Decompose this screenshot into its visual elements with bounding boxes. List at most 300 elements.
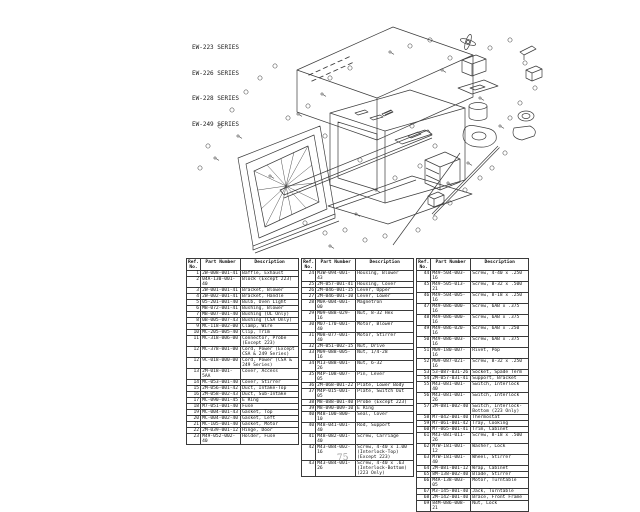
capacitor-disc-part bbox=[518, 111, 534, 121]
part-number-cell: M3W-094-001-43 bbox=[316, 270, 356, 281]
door-assembly-part bbox=[238, 126, 339, 253]
description-cell: Support, Bracket bbox=[471, 375, 529, 381]
part-number-cell: 2M-081-002-40 bbox=[431, 403, 471, 414]
part-number-cell: 2M-081-001-12 bbox=[431, 465, 471, 471]
description-cell: Housing, Cover bbox=[356, 281, 414, 287]
part-number-cell: M09-088-029-16 bbox=[316, 310, 356, 321]
table-row bbox=[302, 411, 414, 422]
table-row bbox=[302, 422, 414, 433]
part-number-cell: M49-086-000-16 bbox=[431, 303, 471, 314]
part-number-cell: 2M-056-001-42 bbox=[201, 385, 241, 391]
description-cell: Screw, 8-18 x .250 bbox=[471, 292, 529, 303]
part-number-cell: M49-086-003-16 bbox=[431, 336, 471, 347]
ref-no-cell: 40 bbox=[302, 411, 316, 422]
bracket-part bbox=[520, 46, 536, 60]
table-row bbox=[187, 335, 299, 346]
ref-no-cell: 45 bbox=[417, 281, 431, 292]
ref-no-cell: 23 bbox=[187, 433, 201, 444]
ref-no-cell: 5 bbox=[187, 299, 201, 305]
series-label: EW-226 SERIES bbox=[192, 69, 239, 77]
table-row bbox=[417, 303, 529, 314]
table-row bbox=[417, 392, 529, 403]
thermostat-part bbox=[526, 66, 542, 81]
ref-no-cell: 27 bbox=[302, 293, 316, 299]
table-row bbox=[417, 375, 529, 381]
ref-no-cell: 7 bbox=[187, 311, 201, 317]
description-cell: Nut, Drive bbox=[356, 343, 414, 349]
ref-no-cell: 14 bbox=[187, 379, 201, 385]
ref-no-cell: 35 bbox=[302, 371, 316, 382]
table-row bbox=[302, 299, 414, 310]
part-number-cell: MC-090-001-45 bbox=[201, 397, 241, 403]
support-rod-part bbox=[393, 146, 500, 245]
table-row bbox=[417, 336, 529, 347]
part-number-cell: 2M-051-002-15 bbox=[316, 343, 356, 349]
table-row bbox=[187, 299, 299, 305]
table-row bbox=[302, 399, 414, 405]
description-cell: Gasket, Motor bbox=[241, 421, 299, 427]
series-label-list bbox=[192, 27, 239, 138]
description-cell: Screw, Carriage bbox=[356, 433, 414, 444]
part-number-cell: MC-004-001-43 bbox=[201, 409, 241, 415]
ref-no-cell: 41 bbox=[302, 433, 316, 444]
part-number-cell: M48-041-001-40 bbox=[316, 422, 356, 433]
description-cell: Bracket, Handle bbox=[241, 293, 299, 299]
table-row bbox=[187, 346, 299, 357]
ref-no-cell: 12 bbox=[187, 357, 201, 368]
part-number-cell: 2M-057-031-41 bbox=[431, 375, 471, 381]
table-row bbox=[302, 444, 414, 460]
ref-no-cell: 6 bbox=[187, 305, 201, 311]
ref-no-cell: 34 bbox=[302, 360, 316, 371]
description-cell: E Ring bbox=[241, 397, 299, 403]
description-cell: Nut, 6-32 bbox=[356, 360, 414, 371]
table-row bbox=[417, 454, 529, 465]
description-cell: Motor, Blower bbox=[356, 321, 414, 332]
part-number-cell: 04A-130-001-40 bbox=[201, 276, 241, 287]
ref-no-cell: 19 bbox=[187, 409, 201, 415]
ref-no-cell: 61 bbox=[417, 432, 431, 443]
ref-no-cell: 2 bbox=[187, 276, 201, 287]
description-cell: Screw, 8-32 x .500 bbox=[471, 281, 529, 292]
part-number-cell: MC-205-005-40 bbox=[201, 329, 241, 335]
part-number-cell: M49-086-020-16 bbox=[431, 325, 471, 336]
table-row bbox=[417, 325, 529, 336]
description-cell: Screw, 6AB x .375 bbox=[471, 314, 529, 325]
ref-no-cell: 57 bbox=[417, 403, 431, 414]
part-number-cell: MB-007-001-40 bbox=[201, 311, 241, 317]
description-cell: Switch, Interlock bbox=[471, 392, 529, 403]
ref-no-cell: 43 bbox=[302, 460, 316, 476]
table-row bbox=[187, 391, 299, 397]
part-number-cell: M8-088-001-40 bbox=[316, 399, 356, 405]
ref-no-cell: 32 bbox=[302, 343, 316, 349]
table-row bbox=[302, 360, 414, 371]
part-number-cell: M13-088-001-26 bbox=[316, 360, 356, 371]
ref-no-cell: 18 bbox=[187, 403, 201, 409]
part-number-cell: M0A-004-001-00 bbox=[316, 299, 356, 310]
description-cell: Wheel, Stirrer bbox=[471, 454, 529, 465]
description-cell: Duct, Sub-Intake bbox=[241, 391, 299, 397]
description-cell: Screw, 8-18 x .500 bbox=[471, 432, 529, 443]
description-cell: Rod, Support bbox=[356, 422, 414, 433]
table-row bbox=[187, 305, 299, 311]
table-row bbox=[302, 460, 414, 476]
part-number-cell: 2M-068-001-22 bbox=[316, 382, 356, 388]
part-number-cell: MC-318-006-00 bbox=[201, 335, 241, 346]
table-row bbox=[417, 369, 529, 375]
description-cell: Clip, Trim bbox=[241, 329, 299, 335]
ref-no-cell: 68 bbox=[417, 494, 431, 500]
ref-no-cell: 8 bbox=[187, 317, 201, 323]
description-cell: Bulb, Oven Light bbox=[241, 299, 299, 305]
ref-no-cell: 53 bbox=[417, 369, 431, 375]
column-header: Part Number bbox=[316, 259, 356, 271]
part-number-cell: 84M-086-008-21 bbox=[431, 500, 471, 511]
series-label: EW-249 SERIES bbox=[192, 120, 239, 128]
part-number-cell: 8M-138-002-40 bbox=[431, 471, 471, 477]
description-cell: Plate, Switch Out bbox=[356, 388, 414, 399]
fan-blade-part bbox=[460, 34, 477, 51]
ref-no-cell: 37 bbox=[302, 388, 316, 399]
part-number-cell: M3-145-801-40 bbox=[431, 488, 471, 494]
column-header: Description bbox=[241, 259, 299, 271]
table-row bbox=[302, 332, 414, 343]
part-number-cell: M49-505-013-21 bbox=[431, 281, 471, 292]
ref-no-cell: 69 bbox=[417, 500, 431, 511]
table-row bbox=[302, 321, 414, 332]
ref-no-cell: 42 bbox=[302, 444, 316, 460]
door-screen-sunburst bbox=[254, 146, 319, 227]
table-row bbox=[417, 488, 529, 494]
ref-no-cell: 3 bbox=[187, 287, 201, 293]
description-cell: Brace, Front Frame bbox=[471, 494, 529, 500]
part-number-cell: M7W-181-001-40 bbox=[431, 454, 471, 465]
description-cell: Magnetron bbox=[356, 299, 414, 310]
ref-no-cell: 31 bbox=[302, 332, 316, 343]
part-number-cell: M4A-138-003-05 bbox=[431, 477, 471, 488]
table-row bbox=[187, 385, 299, 391]
part-number-cell: MC-378-001-00 bbox=[201, 346, 241, 357]
ref-no-cell: 59 bbox=[417, 420, 431, 426]
parts-tables bbox=[186, 258, 531, 512]
ref-no-cell: 49 bbox=[417, 325, 431, 336]
ref-no-cell: 47 bbox=[417, 303, 431, 314]
table-row bbox=[417, 500, 529, 511]
ref-no-cell: 64 bbox=[417, 465, 431, 471]
description-cell: Wrap, Cabinet bbox=[471, 465, 529, 471]
part-number-cell: 0B-005-007-43 bbox=[201, 317, 241, 323]
ref-no-cell: 16 bbox=[187, 391, 201, 397]
part-number-cell: 2W-001-001-41 bbox=[201, 287, 241, 293]
description-cell: Plate, Lower Body bbox=[356, 382, 414, 388]
column-header: Description bbox=[471, 259, 529, 271]
column-header: Description bbox=[356, 259, 414, 271]
description-cell: Housing, Blower bbox=[356, 270, 414, 281]
description-cell: Screw, 6AB x .375 bbox=[471, 303, 529, 314]
ref-no-cell: 33 bbox=[302, 349, 316, 360]
table-row bbox=[417, 347, 529, 358]
ref-no-cell: 40 bbox=[302, 422, 316, 433]
description-cell: Gasket, Top bbox=[241, 409, 299, 415]
ref-no-cell: 39 bbox=[302, 405, 316, 411]
part-number-cell: M7-042-001-40 bbox=[431, 414, 471, 420]
part-number-cell: 2W-008-001-41 bbox=[201, 270, 241, 276]
motor-cup-part bbox=[469, 103, 487, 121]
description-cell: Cover, Access bbox=[241, 368, 299, 379]
ref-no-cell: 51 bbox=[417, 347, 431, 358]
description-cell: Trim, Cabinet bbox=[471, 426, 529, 432]
ref-no-cell: 22 bbox=[187, 427, 201, 433]
part-number-cell: 2M-018-001-5AA bbox=[201, 368, 241, 379]
table-row bbox=[417, 292, 529, 303]
description-cell: Cover, Stirrer bbox=[241, 379, 299, 385]
table-row bbox=[187, 317, 299, 323]
description-cell: Nut, Lock bbox=[471, 500, 529, 511]
table-row bbox=[417, 358, 529, 369]
ref-no-cell: 58 bbox=[417, 414, 431, 420]
table-row bbox=[302, 371, 414, 382]
part-number-cell: 2M-046-001-10 bbox=[316, 293, 356, 299]
column-header: Ref. No. bbox=[188, 259, 200, 270]
description-cell: E Ring bbox=[356, 405, 414, 411]
ref-no-cell: 62 bbox=[417, 443, 431, 454]
ref-no-cell: 10 bbox=[187, 329, 201, 335]
part-number-cell: 53-087-031-26 bbox=[431, 369, 471, 375]
description-cell: Duct, Intake-Top bbox=[241, 385, 299, 391]
description-cell: Block (Except 223) bbox=[241, 276, 299, 287]
part-number-cell: MC-105-001-40 bbox=[201, 421, 241, 427]
ref-no-cell: 29 bbox=[302, 310, 316, 321]
part-number-cell: M43-081-001-40 bbox=[431, 381, 471, 392]
table-row bbox=[187, 270, 299, 276]
part-number-cell: M7W-181-001-12 bbox=[431, 443, 471, 454]
table-row bbox=[187, 368, 299, 379]
description-cell: Holder, Fuse bbox=[241, 433, 299, 444]
ref-no-cell: 48 bbox=[417, 314, 431, 325]
description-cell: Washer, Lock bbox=[471, 443, 529, 454]
page-number: 75 bbox=[336, 452, 349, 464]
description-cell: Bracket, Blower bbox=[241, 287, 299, 293]
part-number-cell: MC-053-001-40 bbox=[201, 379, 241, 385]
part-number-cell: M08-077-001-40 bbox=[316, 332, 356, 343]
column-header: Ref. No. bbox=[303, 259, 315, 270]
part-number-cell: MB-072-001-41 bbox=[201, 305, 241, 311]
description-cell: Switch, Interlock bbox=[471, 381, 529, 392]
part-number-cell: 2W-002-001-41 bbox=[201, 293, 241, 299]
ref-no-cell: 44 bbox=[417, 270, 431, 281]
description-cell: Cord, Power (CSA & 249 Series) bbox=[241, 357, 299, 368]
description-cell: Lever, Lower bbox=[356, 293, 414, 299]
ref-no-cell: 17 bbox=[187, 397, 201, 403]
part-number-cell: 2M-039-001-12 bbox=[201, 427, 241, 433]
part-number-cell: M8-090-009-10 bbox=[316, 405, 356, 411]
series-label: EW-223 SERIES bbox=[192, 44, 239, 51]
ref-no-cell: 28 bbox=[302, 299, 316, 310]
ref-no-cell: 50 bbox=[417, 336, 431, 347]
description-cell: Motor, Turntable bbox=[471, 477, 529, 488]
description-cell: Socket, Spade Term bbox=[471, 369, 529, 375]
part-number-cell: M09-088-005-16 bbox=[316, 349, 356, 360]
transformer-part bbox=[425, 152, 460, 190]
series-label: EW-228 SERIES bbox=[192, 95, 239, 102]
description-cell: Thermostat bbox=[471, 414, 529, 420]
description-cell: Screw, 6AB x .375 bbox=[471, 336, 529, 347]
screw-glyphs bbox=[214, 51, 504, 249]
part-number-cell: M49-504-003-16 bbox=[431, 270, 471, 281]
ref-no-cell: 52 bbox=[417, 358, 431, 369]
description-cell: Seal, Cover bbox=[356, 411, 414, 422]
table-row bbox=[187, 357, 299, 368]
description-cell: Blade, Stirrer bbox=[471, 471, 529, 477]
part-number-cell: M7-061-001-42 bbox=[431, 420, 471, 426]
ref-no-cell: 30 bbox=[302, 321, 316, 332]
description-cell: Clamp, Wire bbox=[241, 323, 299, 329]
table-row bbox=[187, 311, 299, 317]
nameplate bbox=[382, 110, 393, 116]
table-row bbox=[302, 388, 414, 399]
blower-scroll-part bbox=[463, 126, 496, 148]
vent-slots bbox=[308, 56, 353, 81]
ref-no-cell: 9 bbox=[187, 323, 201, 329]
table-row bbox=[187, 287, 299, 293]
ref-no-cell: 1 bbox=[187, 270, 201, 276]
description-cell: Screw, 4-40 x .250 bbox=[471, 270, 529, 281]
base-plate-part bbox=[328, 176, 472, 224]
mount-bracket-part bbox=[513, 126, 535, 140]
part-number-cell: M4P-015-001-05 bbox=[316, 388, 356, 399]
description-cell: Gasket, Left bbox=[241, 415, 299, 421]
description-cell: Cord, Power (Except CSA & 249 Series) bbox=[241, 346, 299, 357]
description-cell: Bushing (CSA Only) bbox=[241, 317, 299, 323]
description-cell: Nut, 8-32 Hex bbox=[356, 310, 414, 321]
part-number-cell: 2M-142-001-40 bbox=[431, 494, 471, 500]
description-cell: Nut, 1/4-28 bbox=[356, 349, 414, 360]
column-header: Part Number bbox=[431, 259, 471, 271]
table-row bbox=[417, 403, 529, 414]
description-cell: Baffle, Exhaust bbox=[241, 270, 299, 276]
description-cell: Lever, Upper bbox=[356, 287, 414, 293]
table-row bbox=[417, 381, 529, 392]
ref-no-cell: 13 bbox=[187, 368, 201, 379]
table-row bbox=[417, 281, 529, 292]
parts-table-2 bbox=[301, 258, 414, 477]
description-cell: Hinge, Door bbox=[241, 427, 299, 433]
part-number-cell: MC-004-002-40 bbox=[201, 415, 241, 421]
table-row bbox=[302, 382, 414, 388]
table-row bbox=[417, 494, 529, 500]
table-row bbox=[187, 293, 299, 299]
table-row bbox=[417, 314, 529, 325]
part-number-cell: 2M-058-002-43 bbox=[201, 391, 241, 397]
part-number-cell: M48-100-800-10 bbox=[316, 411, 356, 422]
description-cell: Motor, Stirrer bbox=[356, 332, 414, 343]
ref-no-cell: 60 bbox=[417, 426, 431, 432]
description-cell: Screw, 4-40 x 1.00 (Interlock-Top) (Except 223) bbox=[356, 444, 414, 460]
part-number-cell: M48-082-001-40 bbox=[316, 433, 356, 444]
ref-no-cell: 12 bbox=[187, 346, 201, 357]
ref-no-cell: 63 bbox=[417, 454, 431, 465]
ref-no-cell: 15 bbox=[187, 385, 201, 391]
table-row bbox=[302, 270, 414, 281]
motor-mount-plate-part bbox=[458, 80, 498, 94]
table-row bbox=[302, 310, 414, 321]
table-row bbox=[417, 443, 529, 454]
description-cell: Fuse bbox=[241, 403, 299, 409]
table-row bbox=[187, 433, 299, 444]
description-cell: Switch, Interlock-Bottom (223 Only) bbox=[471, 403, 529, 414]
part-number-cell: 9C-018-000-00 bbox=[201, 357, 241, 368]
ref-no-cell: 55 bbox=[417, 381, 431, 392]
column-header: Ref. No. bbox=[418, 259, 430, 270]
ref-no-cell: 20 bbox=[187, 415, 201, 421]
ref-no-cell: 66 bbox=[417, 477, 431, 488]
part-number-cell: M49-052-002-40 bbox=[201, 433, 241, 444]
table-row bbox=[187, 276, 299, 287]
part-number-cell: M49-504-005-16 bbox=[431, 292, 471, 303]
description-cell: Screw, 6AB x .250 bbox=[471, 325, 529, 336]
ref-no-cell: 24 bbox=[302, 270, 316, 281]
part-number-cell: M09-087-021-16 bbox=[431, 358, 471, 369]
ref-no-cell: 21 bbox=[187, 421, 201, 427]
part-number-cell: M7-051-001-40 bbox=[201, 403, 241, 409]
description-cell: Connector, Probe (Except 223) bbox=[241, 335, 299, 346]
table-row bbox=[302, 433, 414, 444]
ref-no-cell: 46 bbox=[417, 292, 431, 303]
cabinet-wrap-part bbox=[297, 27, 473, 140]
ref-no-cell: 67 bbox=[417, 488, 431, 494]
description-cell: Bushing (UL Only) bbox=[241, 311, 299, 317]
part-number-cell: M43-081-011-26 bbox=[431, 432, 471, 443]
ref-no-cell: 4 bbox=[187, 293, 201, 299]
description-cell: Rivet, Pop bbox=[471, 347, 529, 358]
description-cell: Probe (Except 223) bbox=[356, 399, 414, 405]
table-row bbox=[417, 477, 529, 488]
ref-no-cell: 38 bbox=[302, 399, 316, 405]
table-row bbox=[302, 349, 414, 360]
trim-bar-part bbox=[280, 130, 432, 198]
table-row bbox=[417, 432, 529, 443]
ref-no-cell: 11 bbox=[187, 335, 201, 346]
part-number-cell: M43-084-001-26 bbox=[316, 460, 356, 476]
part-number-cell: 05-201-001-40 bbox=[201, 299, 241, 305]
parts-table-1 bbox=[186, 258, 299, 445]
part-number-cell: M43-081-001-26 bbox=[431, 392, 471, 403]
table-row bbox=[417, 270, 529, 281]
ref-no-cell: 54 bbox=[417, 375, 431, 381]
ref-no-cell: 56 bbox=[417, 392, 431, 403]
description-cell: Tray, Cooking bbox=[471, 420, 529, 426]
description-cell: Screw, 4-40 x .63 (Interlock-Bottom) (223 Only) bbox=[356, 460, 414, 476]
part-number-cell: M07-170-001-40 bbox=[316, 321, 356, 332]
ref-no-cell: 25 bbox=[302, 281, 316, 287]
part-number-cell: 2M-046-001-15 bbox=[316, 287, 356, 293]
part-number-cell: M7-065-001-41 bbox=[431, 426, 471, 432]
description-cell: Bushing, Blower bbox=[241, 305, 299, 311]
description-cell: Jack, Turntable bbox=[471, 488, 529, 494]
column-header: Part Number bbox=[201, 259, 241, 271]
part-number-cell: M4P-108-007-05 bbox=[316, 371, 356, 382]
part-number-cell: M43-084-002-16 bbox=[316, 444, 356, 460]
part-number-cell: M49-086-000-16 bbox=[431, 314, 471, 325]
ref-no-cell: 26 bbox=[302, 287, 316, 293]
description-cell: Pin, Lever bbox=[356, 371, 414, 382]
part-number-cell: MC-118-002-00 bbox=[201, 323, 241, 329]
ref-no-cell: 36 bbox=[302, 382, 316, 388]
description-cell: Screw, 8-32 x .250 bbox=[471, 358, 529, 369]
ref-no-cell: 65 bbox=[417, 471, 431, 477]
parts-table-3 bbox=[416, 258, 529, 512]
